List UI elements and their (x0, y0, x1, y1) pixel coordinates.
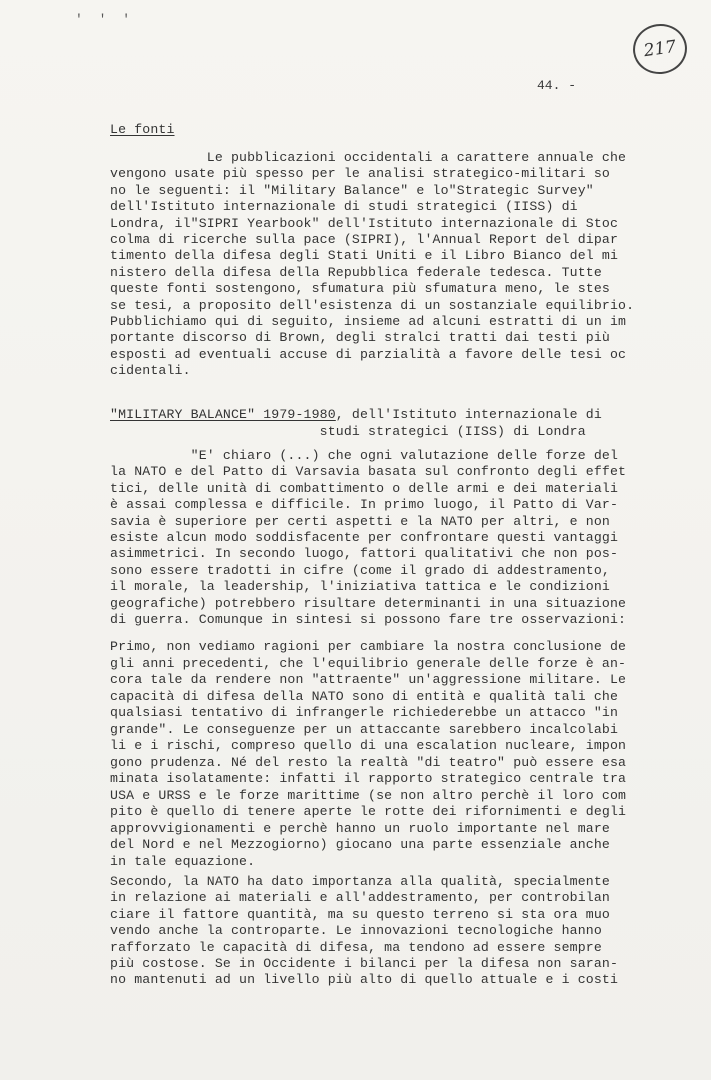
text-line: di guerra. Comunque in sintesi si possono fare tre osservazioni: (110, 612, 627, 627)
text-line: colma di ricerche sulla pace (SIPRI), l'Annual Report del dipar (110, 232, 619, 247)
section-title-rest: , dell'Istituto internazionale di (335, 407, 602, 422)
text-line: vengono usate più spesso per le analisi strategico-militari so (110, 166, 610, 182)
archive-stamp: 217 (630, 20, 690, 77)
section-title-line2: studi strategici (IISS) di Londra (110, 424, 586, 439)
text-line: qualsiasi tentativo di infrangerle richiederebbe un attacco "in (110, 705, 619, 720)
text-line: la NATO e del Patto di Varsavia basata sul confronto degli effet (110, 464, 627, 480)
text-line: li e i rischi, compreso quello di una escalation nucleare, impon (110, 738, 627, 753)
text-line: gono prudenza. Né del resto la realtà "di teatro" può essere esa (110, 754, 627, 770)
text-line: dell'Istituto internazionale di studi strategici (IISS) di (110, 199, 578, 215)
text-line: capacità di difesa della NATO sono di entità e qualità tali che (110, 688, 619, 704)
text-line: timento della difesa degli Stati Uniti e il Libro Bianco del mi (110, 248, 619, 264)
text-line: no le seguenti: il "Military Balance" e lo"Strategic Survey" (110, 182, 594, 198)
text-line: Londra, il"SIPRI Yearbook" dell'Istituto internazionale di Stoc (110, 215, 619, 231)
text-line: tici, delle unità di combattimento o delle armi e dei materiali (110, 480, 619, 496)
text-line: Secondo, la NATO ha dato importanza alla qualità, specialmente (110, 874, 610, 889)
text-line: grande". Le conseguenze per un attaccante sarebbero incalcolabi (110, 721, 619, 737)
text-line: savia è superiore per certi aspetti e la NATO per altri, e non (110, 513, 610, 529)
text-line: nistero della difesa della Repubblica federale tedesca. Tutte (110, 264, 602, 280)
text-line: Primo, non vediamo ragioni per cambiare la nostra conclusione de (110, 639, 627, 654)
corner-marks: ' ' ' (75, 12, 135, 27)
text-line: più costose. Se in Occidente i bilanci per la difesa non saran- (110, 956, 619, 971)
text-line: esiste alcun modo soddisfacente per confrontare questi vantaggi (110, 530, 619, 545)
text-line: geografiche) potrebbero risultare determinanti in una situazione (110, 595, 627, 611)
text-line: in relazione ai materiali e all'addestramento, per controbilan (110, 890, 610, 906)
text-line: del Nord e nel Mezzogiorno) giocano una parte essenziale anche (110, 837, 610, 852)
text-line: Pubblichiamo qui di seguito, insieme ad alcuni estratti di un im (110, 314, 627, 329)
text-line: cidentali. (110, 363, 191, 379)
text-line: è assai complessa e difficile. In primo luogo, il Patto di Var- (110, 497, 619, 513)
page-number: 44. - (537, 78, 577, 93)
text-line: USA e URSS e le forze marittime (se non altro perchè il loro com (110, 787, 627, 803)
text-line: pito è quello di tenere aperte le rotte dei rifornimenti e degli (110, 804, 627, 819)
text-line: rafforzato le capacità di difesa, ma tendono ad essere sempre (110, 939, 602, 955)
text-line: queste fonti sostengono, sfumatura più sfumatura meno, le stes (110, 281, 610, 297)
text-line: sono essere tradotti in cifre (come il grado di addestramento, (110, 562, 610, 578)
text-line: cora tale da rendere non "attraente" un'aggressione militare. Le (110, 672, 627, 687)
text-line: in tale equazione. (110, 853, 256, 869)
text-line: minata isolatamente: infatti il rapporto strategico centrale tra (110, 771, 627, 786)
text-line: "E' chiaro (...) che ogni valutazione delle forze del (110, 448, 619, 463)
text-line: gli anni precedenti, che l'equilibrio generale delle forze è an- (110, 655, 627, 671)
section-title (110, 407, 602, 423)
text-line: se tesi, a proposito dell'esistenza di un sostanziale equilibrio. (110, 297, 635, 313)
text-line: Le pubblicazioni occidentali a carattere annuale che (110, 150, 627, 165)
text-line: vendo anche la controparte. Le innovazioni tecnologiche hanno (110, 923, 602, 939)
text-line: portante discorso di Brown, degli stralci tratti dai testi più (110, 330, 610, 346)
text-line: il morale, la leadership, l'iniziativa tattica e le condizioni (110, 579, 610, 595)
text-line: asimmetrici. In secondo luogo, fattori qualitativi che non pos- (110, 546, 619, 562)
text-line: ciare il fattore quantità, ma su questo terreno si sta ora muo (110, 906, 610, 922)
text-line: no mantenuti ad un livello più alto di quello attuale e i costi (110, 972, 619, 988)
text-line: esposti ad eventuali accuse di parzialità a favore delle tesi oc (110, 346, 627, 362)
section-heading: Le fonti (110, 122, 175, 137)
text-line: approvvigionamenti e perchè hanno un ruolo importante nel mare (110, 820, 610, 836)
section-title-underlined: "MILITARY BALANCE" 1979-1980 (110, 407, 336, 422)
